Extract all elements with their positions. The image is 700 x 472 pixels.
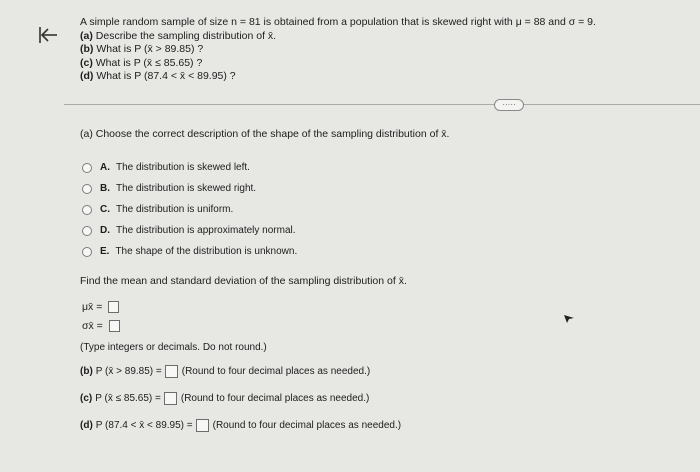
find-mean-sd-prompt: Find the mean and standard deviation of the sampling distribution of x̄.	[80, 275, 407, 287]
part-d-input[interactable]	[196, 419, 209, 432]
problem-part-d: (d) What is P (87.4 < x̄ < 89.95) ?	[80, 70, 236, 82]
radio-button[interactable]	[82, 247, 92, 257]
radio-button[interactable]	[82, 163, 92, 173]
option-e[interactable]: E. The shape of the distribution is unknown.	[82, 241, 297, 262]
answer-part-c: (c) P (x̄ ≤ 85.65) = (Round to four decimal places as needed.)	[80, 393, 370, 404]
sd-row	[82, 320, 120, 332]
type-note: (Type integers or decimals. Do not round.)	[80, 342, 267, 353]
mean-label: μx̄ =	[82, 301, 103, 313]
problem-part-c: (c) What is P (x̄ ≤ 85.65) ?	[80, 56, 203, 69]
answer-part-b: (b) P (x̄ > 89.85) = (Round to four decimal places as needed.)	[80, 366, 371, 377]
radio-button[interactable]	[82, 184, 92, 194]
back-arrow-icon[interactable]	[38, 26, 58, 44]
option-d[interactable]: D. The distribution is approximately normal.	[82, 220, 297, 241]
part-b-input[interactable]	[165, 365, 178, 378]
problem-intro: A simple random sample of size n = 81 is obtained from a population that is skewed right with μ = 88 and σ = 9.	[80, 16, 596, 28]
option-c[interactable]: C. The distribution is uniform.	[82, 199, 297, 220]
problem-part-a: (a) Describe the sampling distribution of x̄.	[80, 29, 277, 42]
sd-label: σx̄ =	[82, 320, 103, 332]
problem-statement	[80, 16, 596, 84]
option-b[interactable]: B. The distribution is skewed right.	[82, 178, 297, 199]
answer-part-d: (d) P (87.4 < x̄ < 89.95) = (Round to four decimal places as needed.)	[80, 420, 402, 431]
radio-button[interactable]	[82, 226, 92, 236]
radio-button[interactable]	[82, 205, 92, 215]
answer-options	[82, 157, 297, 262]
question-a-prompt: (a) Choose the correct description of the shape of the sampling distribution of x̄.	[80, 128, 450, 140]
mean-input[interactable]	[108, 301, 119, 313]
sd-input[interactable]	[109, 320, 120, 332]
part-c-input[interactable]	[164, 392, 177, 405]
section-divider	[64, 104, 700, 105]
mean-row	[82, 301, 119, 313]
expand-more-button[interactable]: ·····	[494, 99, 524, 111]
option-a[interactable]: A. The distribution is skewed left.	[82, 157, 297, 178]
mouse-cursor-icon	[563, 312, 575, 324]
problem-part-b: (b) What is P (x̄ > 89.85) ?	[80, 43, 204, 55]
